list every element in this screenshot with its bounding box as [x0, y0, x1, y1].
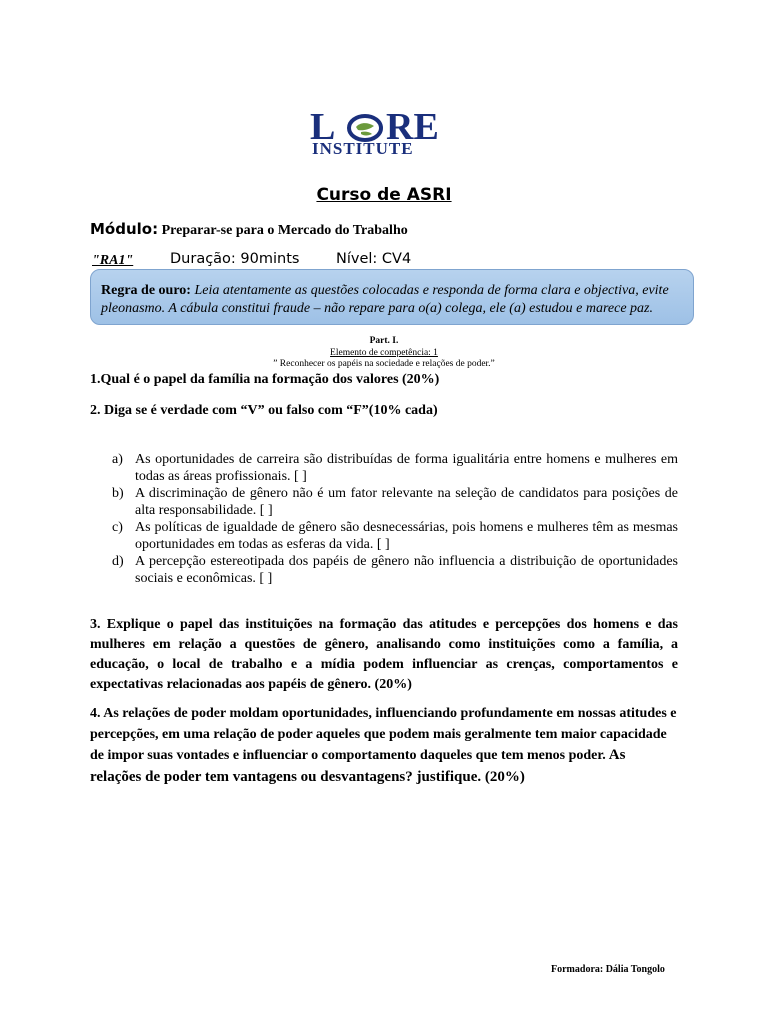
- globe-icon: [346, 114, 384, 142]
- option-letter: a): [112, 452, 123, 467]
- question-1: 1.Qual é o papel da família na formação dos valores (20%): [90, 372, 440, 387]
- golden-rule-label: Regra de ouro:: [101, 283, 191, 298]
- option-b: [112, 485, 678, 519]
- trainer-signature: Formadora: Dália Tongolo: [551, 964, 665, 975]
- true-false-options: [112, 451, 678, 587]
- logo-letters-re: RE: [386, 106, 439, 148]
- option-letter: d): [112, 554, 124, 569]
- question-2: 2. Diga se é verdade com “V” ou falso com “F”(10% cada): [90, 403, 438, 418]
- option-text: As políticas de igualdade de gênero são desnecessárias, pois homens e mulheres têm as mesmas oportunidades em todas as esferas da vida. [ ]: [135, 520, 678, 552]
- ra-code: "RA1": [92, 253, 134, 268]
- duration-text: Duração: 90mints: [170, 251, 300, 267]
- question-4: [90, 704, 678, 788]
- competence-element: Elemento de competência: 1: [330, 348, 438, 358]
- golden-rule-text: Leia atentamente as questões colocadas e responda de forma clara e objectiva, evite pleonasmo. A cábula constitui fraude – não repare para o(a) colega, ele (a) estudou e marece paz.: [101, 283, 669, 316]
- exam-info-line: [90, 251, 690, 271]
- institute-logo: [306, 106, 462, 166]
- option-a: [112, 451, 678, 485]
- option-letter: b): [112, 486, 124, 501]
- level-text: Nível: CV4: [336, 251, 412, 267]
- part-heading: Part. I.: [369, 336, 399, 346]
- option-letter: c): [112, 520, 123, 535]
- module-line: [90, 220, 408, 239]
- module-value: Preparar-se para o Mercado do Trabalho: [161, 223, 408, 238]
- option-c: [112, 519, 678, 553]
- logo-letter-l: L: [310, 106, 336, 148]
- logo-subtitle: INSTITUTE: [312, 139, 414, 158]
- page-title: Curso de ASRI: [316, 185, 452, 205]
- option-d: [112, 553, 678, 587]
- option-text: As oportunidades de carreira são distribuídas de forma igualitária entre homens e mulheres em todas as áreas profissionais. [ ]: [135, 452, 678, 484]
- golden-rule-box: [90, 269, 694, 325]
- option-text: A percepção estereotipada dos papéis de gênero não influencia a distribuição de oportunidades sociais e econômicas. [ ]: [135, 554, 678, 586]
- module-label: Módulo:: [90, 220, 159, 238]
- question-3: 3. Explique o papel das instituições na formação das atitudes e percepções dos homens e das mulheres em relação a questões de gênero, analisando como instituições como a família, a educação, o local de trabalho e a mídia podem influenciar as crenças, comportamentos e expectativas relacionadas aos papéis de gênero. (20%): [90, 617, 678, 692]
- option-text: A discriminação de gênero não é um fator relevante na seleção de candidatos para posições de alta responsabilidade. [ ]: [135, 486, 678, 518]
- question-4-prompt: As relações de poder tem vantagens ou desvantagens? justifique. (20%): [90, 747, 626, 785]
- competence-quote: ” Reconhecer os papéis na sociedade e relações de poder.”: [273, 359, 495, 369]
- question-4-statement: 4. As relações de poder moldam oportunidades, influenciando profundamente em nossas atitudes e percepções, em uma relação de poder aqueles que podem mais geralmente tem maior capacidade de impor suas vontades e influenciar o comportamento daqueles que tem menos poder.: [90, 706, 677, 763]
